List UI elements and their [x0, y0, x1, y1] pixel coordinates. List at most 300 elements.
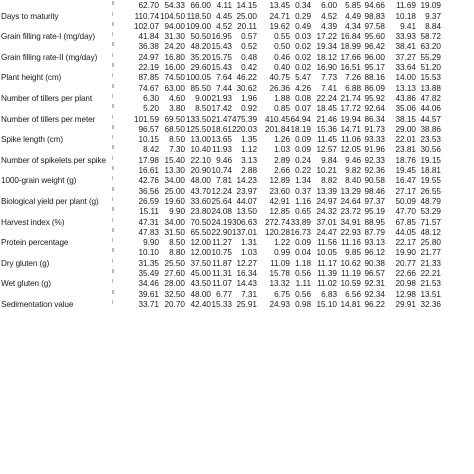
- table-cell: 4.52: [321, 11, 337, 21]
- table-cell: 17.72: [340, 104, 361, 114]
- table-cell: 5.85: [345, 1, 361, 11]
- table-cell: 9.90: [169, 207, 185, 217]
- table-cell: 9.41: [400, 21, 416, 31]
- table-cell: 33.89: [290, 217, 311, 227]
- table-cell: 20.90: [190, 166, 211, 176]
- table-cell: 0.55: [274, 32, 290, 42]
- table-cell: 21.93: [211, 93, 232, 103]
- table-cell: 12.00: [190, 238, 211, 248]
- table-cell: 12.00: [190, 248, 211, 258]
- table-cell: 0.52: [241, 42, 257, 52]
- table-cell: 23.72: [340, 207, 361, 217]
- table-cell: 22.10: [190, 155, 211, 165]
- table-cell: 10.62: [340, 258, 361, 268]
- table-cell: 11.07: [212, 279, 232, 289]
- table-cell: 16.34: [236, 269, 257, 279]
- table-cell: 90.38: [364, 258, 385, 268]
- table-cell: 0.49: [295, 21, 311, 31]
- table-cell: 6.56: [345, 289, 361, 299]
- table-cell: 34.91: [340, 217, 361, 227]
- table-cell: 32.36: [420, 299, 441, 309]
- table-cell: 65.50: [190, 227, 211, 237]
- table-cell: 20.70: [164, 299, 185, 309]
- table-cell: 64.94: [290, 114, 311, 124]
- table-row: [0, 269, 474, 279]
- trait-label: 1000-grain weight (g): [1, 176, 77, 186]
- table-cell: 4.39: [321, 21, 337, 31]
- table-cell: 24.47: [316, 227, 337, 237]
- table-cell: 48.12: [420, 227, 441, 237]
- table-cell: 0.04: [295, 248, 311, 258]
- table-cell: 34.00: [164, 217, 185, 227]
- table-row: [0, 156, 474, 166]
- table-cell: 20.77: [395, 258, 416, 268]
- table-cell: 3.80: [169, 104, 185, 114]
- table-cell: 92.34: [364, 289, 385, 299]
- environment-label: II: [112, 63, 114, 70]
- table-cell: 39.61: [138, 289, 159, 299]
- table-cell: 12.05: [340, 145, 361, 155]
- table-cell: 120.28: [264, 227, 290, 237]
- table-cell: 30.56: [420, 145, 441, 155]
- environment-label: I: [112, 11, 113, 18]
- table-cell: 24.71: [269, 11, 290, 21]
- table-cell: 4.34: [345, 21, 361, 31]
- table-cell: 34.00: [164, 176, 185, 186]
- table-cell: 13.32: [269, 279, 290, 289]
- table-cell: 15.75: [211, 52, 232, 62]
- table-cell: 91.73: [364, 124, 385, 134]
- table-cell: 8.42: [143, 145, 159, 155]
- table-cell: 137.01: [231, 227, 257, 237]
- table-cell: 201.84: [264, 124, 290, 134]
- table-cell: 15.36: [316, 124, 337, 134]
- table-row: [0, 12, 474, 22]
- table-cell: 34.46: [138, 279, 159, 289]
- trait-label: Days to maturity: [1, 11, 59, 21]
- table-cell: 22.19: [138, 63, 159, 73]
- table-cell: 12.57: [316, 145, 337, 155]
- table-cell: 12.98: [395, 289, 416, 299]
- table-cell: 68.50: [164, 124, 185, 134]
- table-cell: 13.65: [211, 135, 232, 145]
- table-cell: 18.76: [395, 155, 416, 165]
- table-cell: 11.16: [341, 238, 361, 248]
- table-row: [0, 145, 474, 155]
- table-cell: 22.66: [395, 269, 416, 279]
- table-cell: 14.23: [236, 176, 257, 186]
- table-cell: 16.80: [164, 52, 185, 62]
- table-cell: 33.93: [395, 32, 416, 42]
- table-cell: 11.56: [317, 238, 337, 248]
- table-cell: 25.00: [164, 186, 185, 196]
- table-cell: 19.90: [395, 248, 416, 258]
- table-cell: 48.00: [190, 289, 211, 299]
- table-cell: 11.06: [341, 135, 361, 145]
- table-row: [0, 279, 474, 289]
- table-cell: 0.40: [274, 63, 290, 73]
- table-cell: 1.22: [274, 238, 290, 248]
- table-cell: 3.13: [241, 155, 257, 165]
- table-cell: 48.79: [420, 196, 441, 206]
- table-cell: 35.49: [138, 269, 159, 279]
- table-cell: 90.58: [364, 176, 385, 186]
- table-cell: 11.19: [341, 269, 361, 279]
- table-row: [0, 290, 474, 300]
- table-cell: 0.56: [295, 269, 311, 279]
- table-cell: 24.32: [316, 207, 337, 217]
- table-cell: 2.88: [241, 166, 257, 176]
- table-cell: 18.19: [290, 124, 311, 134]
- table-cell: 67.85: [395, 217, 416, 227]
- table-cell: 95.17: [364, 63, 385, 73]
- table-cell: 0.34: [295, 1, 311, 11]
- table-cell: 0.98: [295, 299, 311, 309]
- table-cell: 12.89: [269, 176, 290, 186]
- table-cell: 22.21: [420, 269, 441, 279]
- environment-label: I: [112, 52, 113, 59]
- table-cell: 0.09: [295, 145, 311, 155]
- table-cell: 27.17: [395, 186, 416, 196]
- table-cell: 104.50: [159, 11, 185, 21]
- table-cell: 18.99: [340, 42, 361, 52]
- table-cell: 8.80: [169, 248, 185, 258]
- table-cell: 15.43: [211, 63, 232, 73]
- table-cell: 94.00: [164, 21, 185, 31]
- table-cell: 1.03: [241, 248, 257, 258]
- table-cell: 15.78: [269, 269, 290, 279]
- table-cell: 48.20: [190, 42, 211, 52]
- table-cell: 98.83: [364, 11, 385, 21]
- table-cell: 9.46: [216, 155, 232, 165]
- table-cell: 6.88: [345, 83, 361, 93]
- environment-label: II: [112, 124, 114, 131]
- table-cell: 37.27: [395, 52, 416, 62]
- table-cell: 10.74: [211, 166, 232, 176]
- environment-label: II: [112, 145, 114, 152]
- table-cell: 33.60: [190, 196, 211, 206]
- table-cell: 19.60: [164, 196, 185, 206]
- table-row: [0, 32, 474, 42]
- table-cell: 35.06: [395, 104, 416, 114]
- table-cell: 96.42: [364, 42, 385, 52]
- table-cell: 1.35: [241, 135, 257, 145]
- table-cell: 4.45: [216, 11, 232, 21]
- table-cell: 13.45: [269, 1, 290, 11]
- environment-label: I: [112, 258, 113, 265]
- table-cell: 92.64: [364, 104, 385, 114]
- table-cell: 10.15: [138, 135, 159, 145]
- table-cell: 0.02: [295, 42, 311, 52]
- trait-label: Protein percentage: [1, 238, 69, 248]
- table-cell: 12.24: [211, 186, 232, 196]
- table-cell: 13.51: [420, 289, 441, 299]
- table-cell: 95.92: [364, 93, 385, 103]
- environment-label: II: [112, 289, 114, 296]
- table-cell: 66.00: [190, 1, 211, 11]
- table-cell: 38.41: [395, 42, 416, 52]
- table-cell: 42.40: [190, 299, 211, 309]
- table-cell: 19.55: [420, 176, 441, 186]
- table-cell: 0.48: [241, 52, 257, 62]
- table-row: [0, 187, 474, 197]
- table-cell: 93.13: [364, 238, 385, 248]
- trait-label: Dry gluten (g): [1, 258, 50, 268]
- table-cell: 15.53: [420, 73, 441, 83]
- environment-label: II: [112, 186, 114, 193]
- table-cell: 25.64: [211, 196, 232, 206]
- table-cell: 62.70: [138, 1, 159, 11]
- table-cell: 50.09: [395, 196, 416, 206]
- table-cell: 31.50: [164, 227, 185, 237]
- table-cell: 9.00: [195, 93, 211, 103]
- table-cell: 6.83: [321, 289, 337, 299]
- table-cell: 8.50: [169, 135, 185, 145]
- table-cell: 13.30: [164, 166, 185, 176]
- table-cell: 16.90: [316, 63, 337, 73]
- environment-label: I: [112, 135, 113, 142]
- table-cell: 33.64: [395, 63, 416, 73]
- table-cell: 6.30: [143, 93, 159, 103]
- table-row: [0, 207, 474, 217]
- table-row: [0, 94, 474, 104]
- table-cell: 63.20: [420, 42, 441, 52]
- table-cell: 35.20: [190, 52, 211, 62]
- table-cell: 44.05: [395, 227, 416, 237]
- table-cell: 16.47: [395, 176, 416, 186]
- table-cell: 21.53: [420, 279, 441, 289]
- table-cell: 11.93: [212, 145, 232, 155]
- table-cell: 0.42: [241, 63, 257, 73]
- table-row: [0, 166, 474, 176]
- environment-label: I: [112, 73, 113, 80]
- environment-label: II: [112, 21, 114, 28]
- table-cell: 6.77: [216, 289, 232, 299]
- table-cell: 25.91: [236, 299, 257, 309]
- table-row: [0, 63, 474, 73]
- table-row: [0, 1, 474, 11]
- table-cell: 7.73: [321, 73, 337, 83]
- table-cell: 1.31: [241, 238, 257, 248]
- trait-label: Number of spikelets per spike: [1, 155, 106, 165]
- table-cell: 21.33: [420, 258, 441, 268]
- table-cell: 92.31: [364, 279, 385, 289]
- table-cell: 9.90: [143, 238, 159, 248]
- table-cell: 1.12: [241, 145, 257, 155]
- table-cell: 26.36: [269, 83, 290, 93]
- table-cell: 13.29: [340, 186, 361, 196]
- environment-label: II: [112, 104, 114, 111]
- table-cell: 19.45: [395, 166, 416, 176]
- table-row: [0, 42, 474, 52]
- table-cell: 16.95: [211, 32, 232, 42]
- table-cell: 63.00: [164, 83, 185, 93]
- table-cell: 102.07: [133, 21, 159, 31]
- table-cell: 0.08: [295, 93, 311, 103]
- table-cell: 12.85: [269, 207, 290, 217]
- table-cell: 8.50: [195, 104, 211, 114]
- table-cell: 54.33: [164, 1, 185, 11]
- table-cell: 37.50: [190, 258, 211, 268]
- table-cell: 43.50: [190, 279, 211, 289]
- table-cell: 29.00: [395, 124, 416, 134]
- trait-label: Wet gluten (g): [1, 279, 51, 289]
- environment-label: II: [112, 166, 114, 173]
- table-cell: 17.98: [138, 155, 159, 165]
- table-cell: 44.07: [236, 196, 257, 206]
- table-cell: 87.79: [364, 227, 385, 237]
- table-cell: 7.81: [216, 176, 232, 186]
- table-cell: 220.03: [231, 124, 257, 134]
- table-cell: 94.66: [364, 1, 385, 11]
- table-cell: 22.17: [395, 238, 416, 248]
- table-cell: 272.74: [264, 217, 290, 227]
- table-row: [0, 135, 474, 145]
- trait-label: Spike length (cm): [1, 135, 64, 145]
- table-cell: 10.59: [340, 279, 361, 289]
- table-cell: 11.02: [317, 279, 337, 289]
- table-cell: 22.01: [395, 135, 416, 145]
- table-cell: 53.29: [420, 207, 441, 217]
- table-cell: 20.11: [237, 21, 257, 31]
- table-row: [0, 238, 474, 248]
- table-cell: 13.50: [236, 207, 257, 217]
- table-cell: 26.55: [420, 186, 441, 196]
- table-cell: 4.49: [345, 11, 361, 21]
- table-cell: 13.00: [190, 135, 211, 145]
- table-cell: 1.34: [295, 176, 311, 186]
- table-cell: 4.60: [169, 93, 185, 103]
- table-cell: 15.33: [211, 299, 232, 309]
- table-cell: 14.15: [236, 1, 257, 11]
- table-cell: 23.97: [236, 186, 257, 196]
- table-cell: 0.65: [295, 207, 311, 217]
- environment-label: I: [112, 176, 113, 183]
- environment-label: I: [112, 299, 113, 306]
- environment-label: I: [112, 217, 113, 224]
- table-cell: 96.12: [364, 248, 385, 258]
- table-cell: 38.15: [395, 114, 416, 124]
- table-cell: 30.62: [236, 83, 257, 93]
- table-cell: 96.57: [138, 124, 159, 134]
- table-cell: 13.39: [316, 186, 337, 196]
- table-cell: 2.66: [274, 166, 290, 176]
- table-cell: 7.26: [345, 73, 361, 83]
- table-cell: 23.60: [269, 186, 290, 196]
- table-cell: 7.44: [216, 83, 232, 93]
- table-row: [0, 259, 474, 269]
- table-cell: 24.97: [138, 52, 159, 62]
- table-cell: 0.22: [295, 166, 311, 176]
- table-cell: 0.29: [295, 11, 311, 21]
- table-cell: 10.21: [316, 166, 337, 176]
- table-cell: 31.35: [138, 258, 159, 268]
- table-cell: 96.57: [364, 269, 385, 279]
- table-cell: 46.22: [236, 73, 257, 83]
- environment-label: I: [112, 238, 113, 245]
- environment-label: I: [112, 32, 113, 39]
- table-cell: 0.56: [295, 289, 311, 299]
- table-row: [0, 176, 474, 186]
- table-cell: 45.00: [190, 269, 211, 279]
- table-row: [0, 197, 474, 207]
- table-cell: 133.50: [185, 114, 211, 124]
- table-cell: 88.95: [364, 217, 385, 227]
- table-cell: 51.20: [420, 63, 441, 73]
- table-cell: 10.40: [190, 145, 211, 155]
- table-cell: 1.88: [274, 93, 290, 103]
- table-cell: 87.85: [138, 73, 159, 83]
- table-cell: 0.50: [274, 42, 290, 52]
- trait-label: Number of tillers per meter: [1, 114, 96, 124]
- table-cell: 15.43: [211, 42, 232, 52]
- table-cell: 11.45: [317, 135, 337, 145]
- table-cell: 8.84: [425, 21, 441, 31]
- table-row: [0, 84, 474, 94]
- table-cell: 92.33: [364, 155, 385, 165]
- table-cell: 42.91: [269, 196, 290, 206]
- table-cell: 19.09: [420, 1, 441, 11]
- table-row: [0, 300, 474, 310]
- table-cell: 15.10: [316, 299, 337, 309]
- table-cell: 25.80: [420, 238, 441, 248]
- table-cell: 5.47: [295, 73, 311, 83]
- table-cell: 15.11: [139, 207, 159, 217]
- table-cell: 88.16: [364, 73, 385, 83]
- table-cell: 11.39: [317, 269, 337, 279]
- table-cell: 0.92: [241, 104, 257, 114]
- table-cell: 24.08: [211, 207, 232, 217]
- table-cell: 11.17: [317, 258, 337, 268]
- table-cell: 97.58: [364, 21, 385, 31]
- table-cell: 43.86: [395, 93, 416, 103]
- table-cell: 71.57: [420, 217, 441, 227]
- table-cell: 11.69: [396, 1, 416, 11]
- table-cell: 109.00: [185, 21, 211, 31]
- table-cell: 16.84: [340, 32, 361, 42]
- table-cell: 306.63: [231, 217, 257, 227]
- table-cell: 21.74: [340, 93, 361, 103]
- trait-label: Grain filling rate-II (mg/day): [1, 52, 98, 62]
- table-cell: 22.90: [211, 227, 232, 237]
- trait-label: Grain filling rate-I (mg/day): [1, 32, 96, 42]
- table-cell: 24.93: [269, 299, 290, 309]
- table-cell: 23.81: [395, 145, 416, 155]
- table-cell: 4.11: [216, 1, 232, 11]
- table-cell: 41.84: [138, 32, 159, 42]
- table-cell: 8.50: [169, 238, 185, 248]
- table-cell: 98.46: [364, 186, 385, 196]
- table-cell: 22.93: [340, 227, 361, 237]
- table-cell: 95.60: [364, 32, 385, 42]
- environment-label: II: [112, 83, 114, 90]
- table-cell: 9.84: [321, 155, 337, 165]
- environment-label: I: [112, 196, 113, 203]
- table-cell: 8.82: [321, 176, 337, 186]
- table-cell: 18.12: [316, 52, 337, 62]
- table-cell: 95.19: [364, 207, 385, 217]
- table-cell: 4.26: [295, 83, 311, 93]
- table-cell: 12.27: [236, 258, 257, 268]
- table-cell: 17.42: [211, 104, 232, 114]
- table-cell: 11.27: [212, 238, 232, 248]
- table-cell: 26.59: [138, 196, 159, 206]
- table-cell: 91.96: [364, 145, 385, 155]
- table-cell: 20.98: [395, 279, 416, 289]
- table-cell: 92.36: [364, 166, 385, 176]
- table-cell: 0.03: [295, 32, 311, 42]
- table-cell: 74.50: [164, 73, 185, 83]
